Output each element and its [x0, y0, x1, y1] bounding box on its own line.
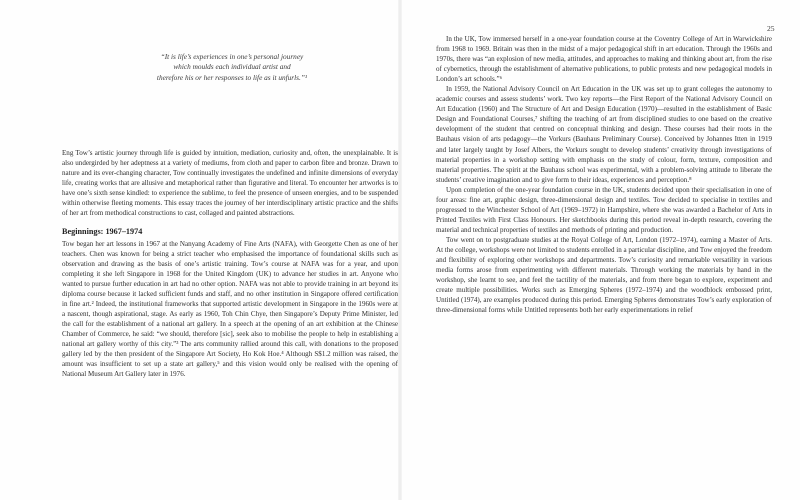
beginnings-paragraph: Tow began her art lessons in 1967 at the Nanyang Academy of Fine Arts (NAFA), with Georgette Chen as one of her teachers. Chen was known for being a strict teacher who emphasised the importance of foundational skills such as observation and drawing as the basis of one’s artistic training. Tow’s course at NAFA was for a year, and upon completing it she left Singapore in 1968 for the United Kingdom (UK) to advance her studies in art. Anyone who wanted to pursue further education in art had no other option. NAFA was not able to provide training in art beyond its diploma course because it lacked sufficient funds and staff, and no other institution in Singapore offered certification in fine art.² Indeed, the institutional frameworks that supported artistic development in Singapore in the 1960s were at a nascent, though aspirational, stage. As early as 1960, Toh Chin Chye, then Singapore’s Deputy Prime Minister, led the call for the establishment of a national art gallery. In a speech at the opening of an art exhibition at the Chinese Chamber of Commerce, he said: “we should, therefore [sic], seek also to mobilise the people to help in establishing a national art gallery worthy of this city.”³ The arts community rallied around this call, with donations to the proposed gallery led by the then president of the Singapore Art Society, Ho Kok Hoe.⁴ Although S$1.2 million was raised, the amount was insufficient to set up a state art gallery,⁵ and this vision would only be realised with the opening of National Museum Art Gallery later in 1976.: [62, 239, 398, 379]
epigraph-line: therefore his or her responses to life as it unfurls.”¹: [156, 72, 308, 82]
uk-paragraph: In the UK, Tow immersed herself in a one-year foundation course at the Coventry College of Art in Warwickshire from 1968 to 1969. Britain was then in the midst of a major pedagogical shift in art education. Through the 1960s and 1970s, there was “an explosion of new media, attitudes, and approaches to making and thinking about art, from the rise of cybernetics, through the establishment of alternative publications, to public protests and new pedagogical models in London’s art schools.”⁶: [436, 35, 773, 84]
page-number: 25: [767, 24, 775, 33]
section-heading: Beginnings: 1967–1974: [62, 227, 143, 237]
intro-paragraph: Eng Tow’s artistic journey through life is guided by intuition, mediation, curiosity and, often, the unexplainable. It is also undergirded by her adeptness at a variety of mediums, from cloth and paper to carbon fibre and bronze. Drawn to nature and its ever-changing character, Tow continually investigates the undefined and infinite dimensions of everyday life, creating works that are allusive and metaphorical rather than figurative and literal. To encounter her artworks is to have one’s sixth sense kindled: to experience the sublime, to feel the presence of unseen energies, and to be suspended within otherwise fleeting moments. This essay traces the journey of her interdisciplinary artistic practice and the shifts of her art from methodical constructions to cast, collaged and painted abstractions.: [62, 149, 398, 218]
specialisation-paragraph: Upon completion of the one-year foundation course in the UK, students decided upon their specialisation in one of four areas: fine art, graphic design, three-dimensional design and textiles. Tow decided to specialise in textiles and progressed to the Winchester School of Art (1969–1972) in Hampshire, where she was awarded a Bachelor of Arts in Printed Textiles with First Class Honours. Her sketchbooks during this period reveal in-depth research, covering the material and technical properties of textiles and methods of printing and production.: [436, 185, 772, 234]
epigraph: [62, 52, 402, 83]
left-page-text: [62, 148, 398, 379]
advisory-council-paragraph: In 1959, the National Advisory Council on Art Education in the UK was set up to grant colleges the autonomy to academic courses and assess students’ work. Two key reports—the First Report of the National Advisory Council on Art Education (1960) and The Structure of Art and Design Education (1970)—resulted in the establishment of Basic Design and Foundational Courses,⁷ shifting the teaching of art from disciplined studies to one based on the creative development of the student that centred on conceptual thinking and design. These courses had their roots in the Bauhaus vision of arts pedagogy—the Vorkurs (Bauhaus Preliminary Course). Conceived by Johannes Itten in 1919 and later largely taught by Josef Albers, the Vorkurs sought to develop students’ creativity through investigations of material properties in a workshop setting with emphasis on the study of colour, form, texture, composition and material properties. The spirit at the Bauhaus school was experimental, with a problem-solving attitude to liberate the students’ creative imagination and to give form to their ideas, experiences and perception.⁸: [436, 85, 772, 184]
epigraph-line: which moulds each individual artist and: [173, 62, 291, 72]
epigraph-line: “It is life’s experiences in one’s personal journey: [160, 52, 304, 61]
royal-college-paragraph: Tow went on to postgraduate studies at the Royal College of Art, London (1972–1974), earning a Master of Arts. At the college, workshops were not limited to students enrolled in a particular discipline, and Tow enjoyed the freedom and flexibility of exploring other workshops and departments. Tow’s curiosity and remarkable versatility in various media forms arose from experimenting with different materials. Through working the materials by hand in the workshop, she learnt to see, and feel the tactility of the materials, and from there began to explore, experiment and create multiple possibilities. Works such as Emerging Spheres (1972–1974) and the woodblock embossed print, Untitled (1974), are examples produced during this period. Emerging Spheres demonstrates Tow’s early exploration of three-dimensional forms while Untitled represents both her early experimentations in relief: [436, 235, 772, 315]
right-page-text: [436, 34, 772, 315]
